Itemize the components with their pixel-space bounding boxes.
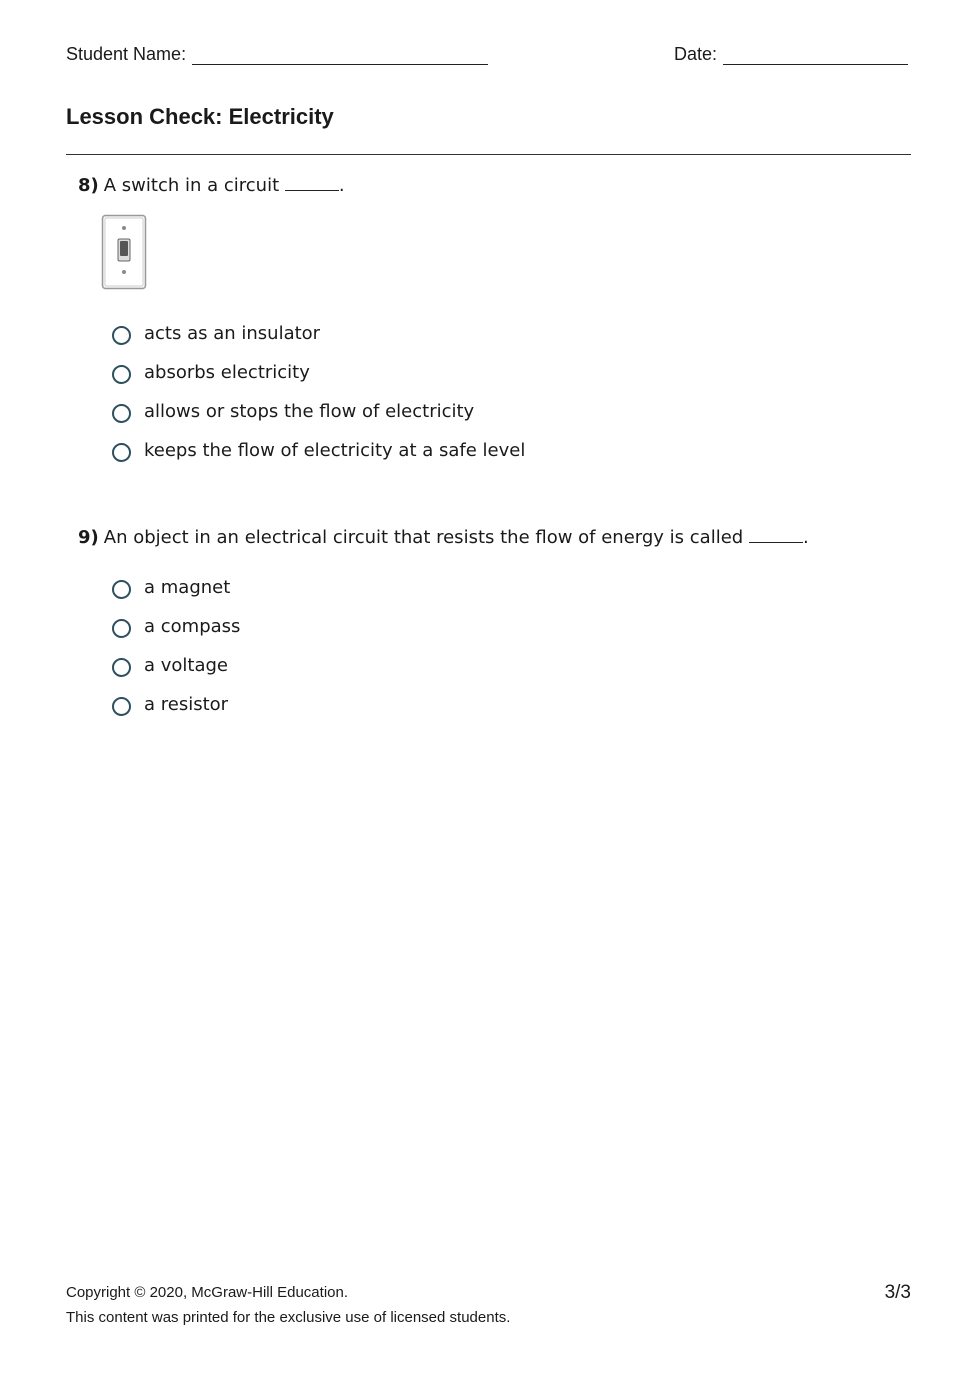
choice-label: a compass (144, 616, 241, 637)
question-number: 9) (78, 527, 99, 548)
radio-button[interactable] (112, 443, 131, 462)
question-text: An object in an electrical circuit that resists the flow of energy is called (103, 527, 744, 548)
question-text-end: . (802, 527, 809, 548)
choice-9a[interactable] (112, 577, 230, 598)
choice-label: absorbs electricity (144, 362, 310, 383)
choice-label: keeps the flow of electricity at a safe level (144, 440, 526, 461)
choice-label: acts as an insulator (144, 323, 321, 344)
choice-9d[interactable] (112, 694, 228, 715)
date-label: Date: (674, 44, 718, 64)
choice-8a[interactable] (112, 323, 320, 344)
choice-8d[interactable] (112, 440, 525, 461)
choice-9b[interactable] (112, 616, 240, 637)
question-text: A switch in a circuit (103, 175, 280, 196)
student-name-line[interactable] (192, 46, 488, 65)
copyright-text: Copyright © 2020, McGraw-Hill Education. (66, 1284, 348, 1301)
date-line[interactable] (723, 46, 908, 65)
radio-button[interactable] (112, 697, 131, 716)
radio-button[interactable] (112, 365, 131, 384)
student-name-label: Student Name: (66, 44, 187, 64)
page-title: Lesson Check: Electricity (66, 104, 334, 129)
light-switch-icon (101, 214, 147, 290)
student-name-field[interactable] (66, 44, 488, 65)
radio-button[interactable] (112, 619, 131, 638)
date-field[interactable] (674, 44, 908, 65)
answer-blank (749, 528, 803, 543)
page-number: 3/3 (884, 1282, 911, 1303)
answer-blank (285, 176, 339, 191)
choice-8b[interactable] (112, 362, 310, 383)
choice-label: a magnet (144, 577, 231, 598)
radio-button[interactable] (112, 404, 131, 423)
radio-button[interactable] (112, 580, 131, 599)
question-text-end: . (338, 175, 345, 196)
header (66, 44, 911, 70)
divider (66, 154, 911, 155)
question-number: 8) (78, 175, 99, 196)
choice-label: a voltage (144, 655, 229, 676)
choice-8c[interactable] (112, 401, 474, 422)
question-8 (78, 175, 345, 196)
choice-9c[interactable] (112, 655, 228, 676)
radio-button[interactable] (112, 658, 131, 677)
choice-label: allows or stops the flow of electricity (144, 401, 475, 422)
radio-button[interactable] (112, 326, 131, 345)
question-9 (78, 527, 809, 548)
license-notice: This content was printed for the exclusive use of licensed students. (66, 1309, 511, 1326)
choice-label: a resistor (144, 694, 229, 715)
